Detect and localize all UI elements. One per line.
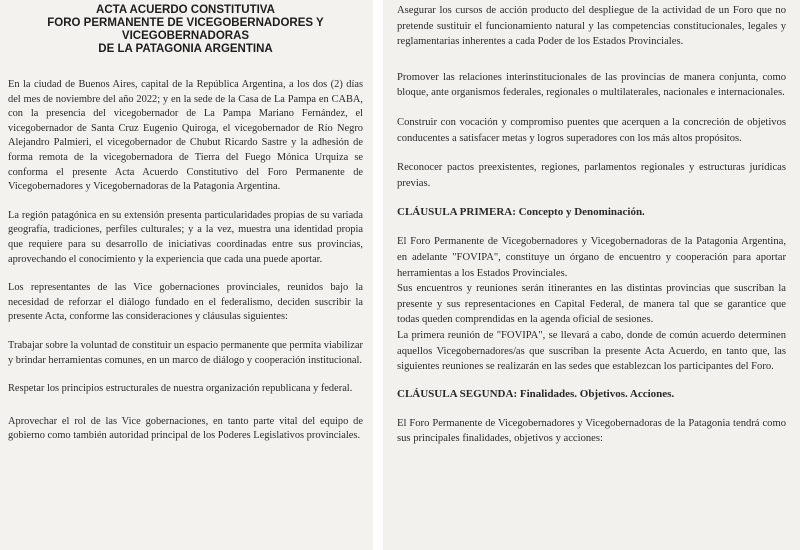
document-page-left	[0, 0, 373, 550]
clause-2-heading: CLÁUSULA SEGUNDA: Finalidades. Objetivos. Acciones.	[397, 387, 675, 400]
paragraph: Reconocer pactos preexistentes, regiones, parlamentos regionales y estructuras jurídicas previas.	[397, 162, 786, 189]
paragraph: La región patagónica en su extensión presenta particularidades propias de su variada geografía, tradiciones, perfiles culturales; y a la vez, muestra una identidad propia que requiere para su desarrollo de iniciativas coordinadas entre sus provincias, aprovechando el conocimiento y la experiencia que cada una puede aportar.	[8, 209, 363, 265]
paragraph: En la ciudad de Buenos Aires, capital de la República Argentina, a los dos (2) días del mes de noviembre del año 2022; y en la sede de la Casa de La Pampa en CABA, con la presencia del vicegobernador de La Pampa Mariano Fernández, el vicegobernador de Santa Cruz Eugenio Quiroga, el vicegobernador de Río Negro Alejandro Palmieri, el vicegobernador de Chubut Ricardo Sastre y la adhesión de forma remota de la vicegobernadora de Tierra del Fuego Mónica Urquiza se conforma el presente Acta Acuerdo Constitutivo del Foro Permanente de Vicegobernadores y Vicegobernadoras de la Patagonia Argentina.	[8, 79, 363, 193]
document-title	[8, 4, 363, 56]
paragraph: Aprovechar el rol de las Vice gobernaciones, en tanto parte vital del equipo de gobierno como también autoridad principal de los Poderes Legislativos provinciales.	[8, 415, 363, 442]
paragraph: Sus encuentros y reuniones serán itinerantes en las distintas provincias que suscriban la presente y sus representaciones en Capital Federal, de manera tal que se garantice que todas queden comprendidas en la agenda oficial de sesiones.	[397, 283, 786, 326]
paragraph: Promover las relaciones interinstitucionales de las provincias de manera conjunta, como bloque, ante organismos federales, regionales o multilaterales, nacionales e internacionales.	[397, 71, 786, 99]
paragraph: Respetar los principios estructurales de nuestra organización republicana y federal.	[8, 383, 353, 395]
paragraph: Trabajar sobre la voluntad de constituir un espacio permanente que permita viabilizar y brindar herramientas comunes, en un marco de diálogo y cooperación institucional.	[8, 339, 363, 366]
document-page-right	[383, 0, 800, 550]
paragraph: Los representantes de las Vice gobernaciones provinciales, reunidos bajo la necesidad de reforzar el diálogo fundado en el federalismo, deciden suscribir la presente Acta, conforme las consideraciones y cláusulas siguientes:	[8, 282, 363, 323]
paragraph: La primera reunión de "FOVIPA", se llevará a cabo, donde de común acuerdo determinen aquellos Vicegobernadores/as que suscriban la presente Acta Acuerdo, en tanto que, las siguientes reuniones se realizarán en las sedes que establezcan los participantes del Foro.	[397, 329, 786, 373]
clause-1-heading: CLÁUSULA PRIMERA: Concepto y Denominación.	[397, 206, 645, 219]
title-line: FORO PERMANENTE DE VICEGOBERNADORES Y	[47, 17, 324, 29]
page-divider	[373, 0, 383, 550]
paragraph: Asegurar los cursos de acción producto del despliegue de la actividad de un Foro que no pretende sustituir el funcionamiento natural y las competencias constitucionales, legales y reglamentarias inherentes a cada Poder de los Estados Provinciales.	[397, 5, 786, 48]
paragraph: Construir con vocación y compromiso puentes que acerquen a la concreción de objetivos conducentes a satisfacer metas y logros superadores con los más altos propósitos.	[397, 116, 786, 144]
title-line: ACTA ACUERDO CONSTITUTIVA	[96, 4, 275, 16]
title-line: VICEGOBERNADORAS	[121, 30, 250, 42]
paragraph: El Foro Permanente de Vicegobernadores y Vicegobernadoras de la Patagonia Argentina, en adelante "FOVIPA", constituye un órgano de encuentro y cooperación para aportar herramientas a los Estados Provinciales.	[397, 236, 786, 279]
paragraph: El Foro Permanente de Vicegobernadores y Vicegobernadoras de la Patagonia tendrá como sus principales finalidades, objetivos y acciones:	[397, 417, 786, 445]
title-line: DE LA PATAGONIA ARGENTINA	[98, 43, 273, 55]
